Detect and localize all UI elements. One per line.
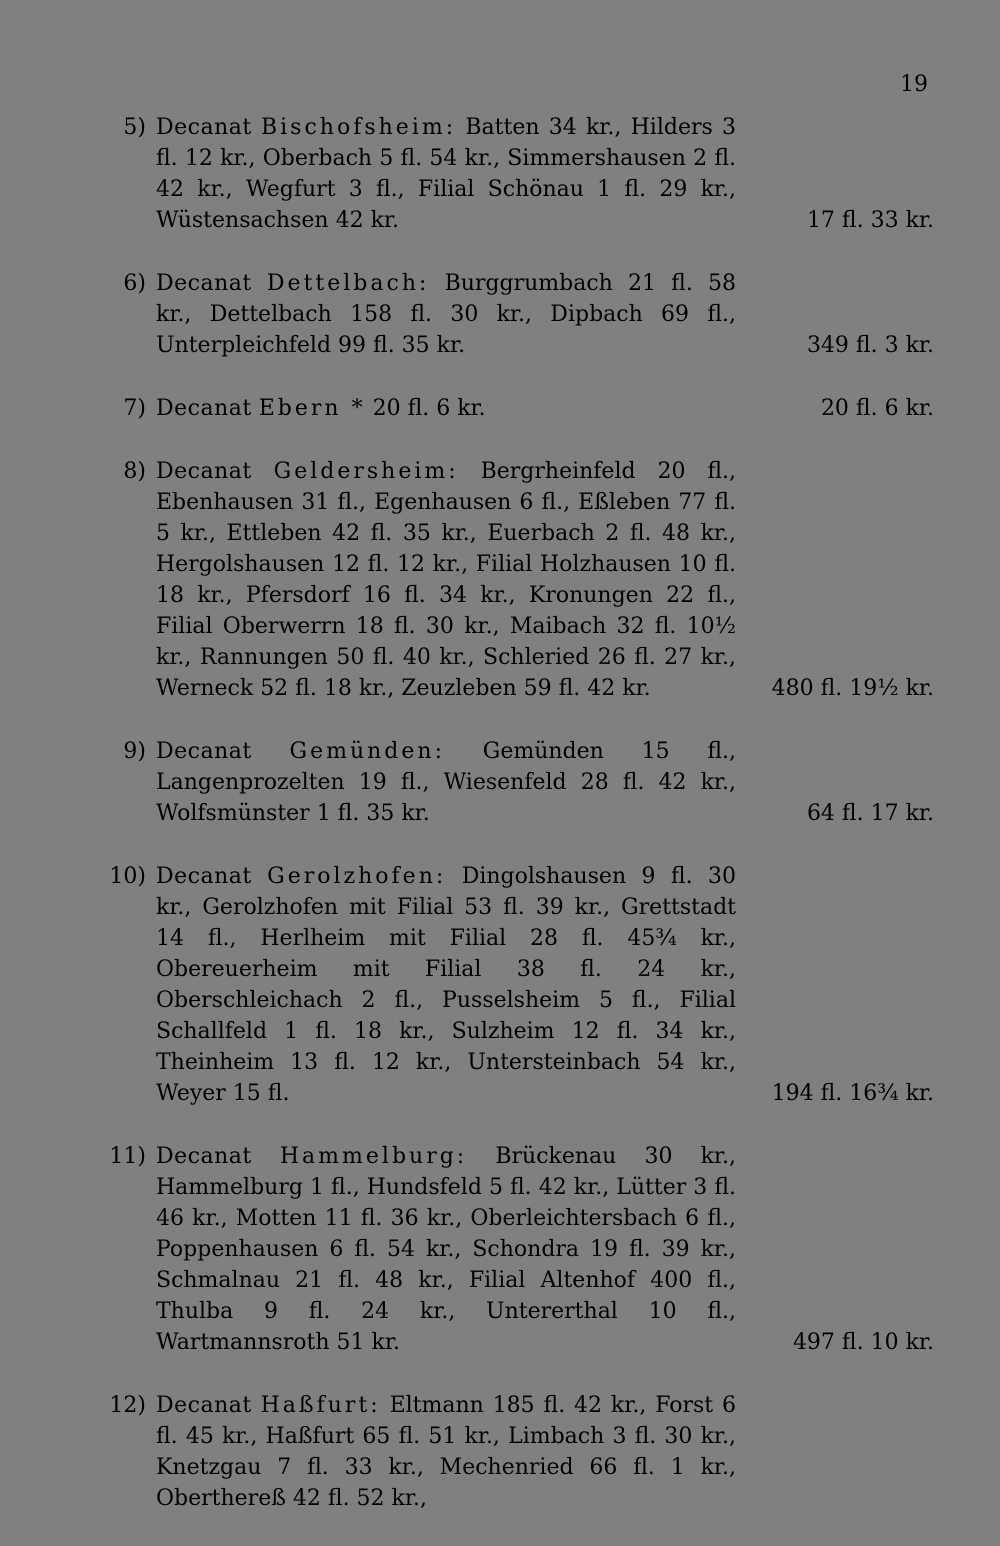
entry <box>98 268 934 361</box>
entry-total: 20 fl. 6 kr. <box>820 396 934 421</box>
entry-place: Hammelburg: <box>279 1144 468 1169</box>
entry-body: Batten 34 kr., Hilders 3 fl. 12 kr., Oberbach 5 fl. 54 kr., Simmershausen 2 fl. 42 kr., Wegfurt 3 fl., Filial Schönau 1 fl. 29 kr., Wüstensachsen 42 kr. <box>156 115 737 233</box>
entry-title: Decanat <box>156 1393 252 1418</box>
entry-number: 11) <box>109 1144 146 1169</box>
entry-body: Burggrumbach 21 fl. 58 kr., Dettelbach 158 fl. 30 kr., Dipbach 69 fl., Unterpleichfeld 99 fl. 35 kr. <box>156 271 736 358</box>
entry-title: Decanat <box>156 1144 252 1169</box>
entry-title: Decanat <box>156 739 252 764</box>
entry-body: Brückenau 30 kr., Hammelburg 1 fl., Hundsfeld 5 fl. 42 kr., Lütter 3 fl. 46 kr., Motten 11 fl. 36 kr., Oberleichtersbach 6 fl., Poppenhausen 6 fl. 54 kr., Schondra 19 fl. 39 kr., Schmalnau 21 fl. 48 kr., Filial Altenhof 400 fl., Thulba 9 fl. 24 kr., Untererthal 10 fl., Wartmannsroth 51 kr. <box>156 1144 737 1355</box>
entry-title: Decanat <box>156 115 252 140</box>
entry-total: 64 fl. 17 kr. <box>806 801 934 826</box>
entry-number: 8) <box>123 459 146 484</box>
entry <box>98 112 934 236</box>
entry-text <box>156 393 736 424</box>
entry-number: 10) <box>109 864 146 889</box>
entry-place: Dettelbach: <box>266 271 430 296</box>
entry-body: Bergrheinfeld 20 fl., Ebenhausen 31 fl., Egenhausen 6 fl., Eßleben 77 fl. 5 kr., Ettleben 42 fl. 35 kr., Euerbach 2 fl. 48 kr., Hergolshausen 12 fl. 12 kr., Filial Holzhausen 10 fl. 18 kr., Pfersdorf 16 fl. 34 kr., Kronungen 22 fl., Filial Oberwerrn 18 fl. 30 kr., Maibach 32 fl. 10½ kr., Rannungen 50 fl. 40 kr., Schleried 26 fl. 27 kr., Werneck 52 fl. 18 kr., Zeuzleben 59 fl. 42 kr. <box>156 459 737 701</box>
entry-body: Gemünden 15 fl., Langenprozelten 19 fl., Wiesenfeld 28 fl. 42 kr., Wolfsmünster 1 fl. 35 kr. <box>156 739 736 826</box>
entry-place: Geldersheim: <box>273 459 459 484</box>
entry <box>98 1141 934 1358</box>
entry-body: Dingolshausen 9 fl. 30 kr., Gerolzhofen mit Filial 53 fl. 39 kr., Grettstadt 14 fl., Herlheim mit Filial 28 fl. 45¾ kr., Obereuerheim mit Filial 38 fl. 24 kr., Oberschleichach 2 fl., Pusselsheim 5 fl., Filial Schallfeld 1 fl. 18 kr., Sulzheim 12 fl. 34 kr., Theinheim 13 fl. 12 kr., Untersteinbach 54 kr., Weyer 15 fl. <box>156 864 736 1106</box>
entry-number: 6) <box>123 271 146 296</box>
entry <box>98 1390 934 1514</box>
entry-number: 12) <box>109 1393 146 1418</box>
entry-total: 497 fl. 10 kr. <box>792 1330 934 1355</box>
entries-list <box>98 112 934 1546</box>
entry-text <box>156 268 736 361</box>
entry-place: Gerolzhofen: <box>267 864 447 889</box>
entry-place: Haßfurt: <box>260 1393 381 1418</box>
entry-number: 9) <box>123 739 146 764</box>
entry-place: Ebern * <box>258 396 366 421</box>
entry-total: 349 fl. 3 kr. <box>806 333 934 358</box>
entry-body: 20 fl. 6 kr. <box>372 396 486 421</box>
entry-total: 194 fl. 16¾ kr. <box>771 1081 934 1106</box>
entry-number: 5) <box>123 115 146 140</box>
entry-text <box>156 1390 736 1514</box>
entry-text <box>156 1141 736 1358</box>
entry-number: 7) <box>123 396 146 421</box>
entry-place: Gemünden: <box>289 739 445 764</box>
entry-title: Decanat <box>156 271 252 296</box>
entry-total: 17 fl. 33 kr. <box>806 208 934 233</box>
entry-text <box>156 861 736 1109</box>
entry <box>98 736 934 829</box>
entry-text <box>156 736 736 829</box>
entry-body: Eltmann 185 fl. 42 kr., Forst 6 fl. 45 kr., Haßfurt 65 fl. 51 kr., Limbach 3 fl. 30 kr., Knetzgau 7 fl. 33 kr., Mechenried 66 fl. 1 kr., Oberthereß 42 fl. 52 kr., <box>156 1393 737 1511</box>
entry <box>98 456 934 704</box>
entry-title: Decanat <box>156 459 252 484</box>
entry <box>98 861 934 1109</box>
entry-text <box>156 112 736 236</box>
entry-place: Bischofsheim: <box>260 115 457 140</box>
page-number: 19 <box>900 72 928 97</box>
entry-text <box>156 456 736 704</box>
entry-total: 480 fl. 19½ kr. <box>771 676 934 701</box>
entry-title: Decanat <box>156 864 252 889</box>
entry-title: Decanat <box>156 396 252 421</box>
entry <box>98 393 934 424</box>
